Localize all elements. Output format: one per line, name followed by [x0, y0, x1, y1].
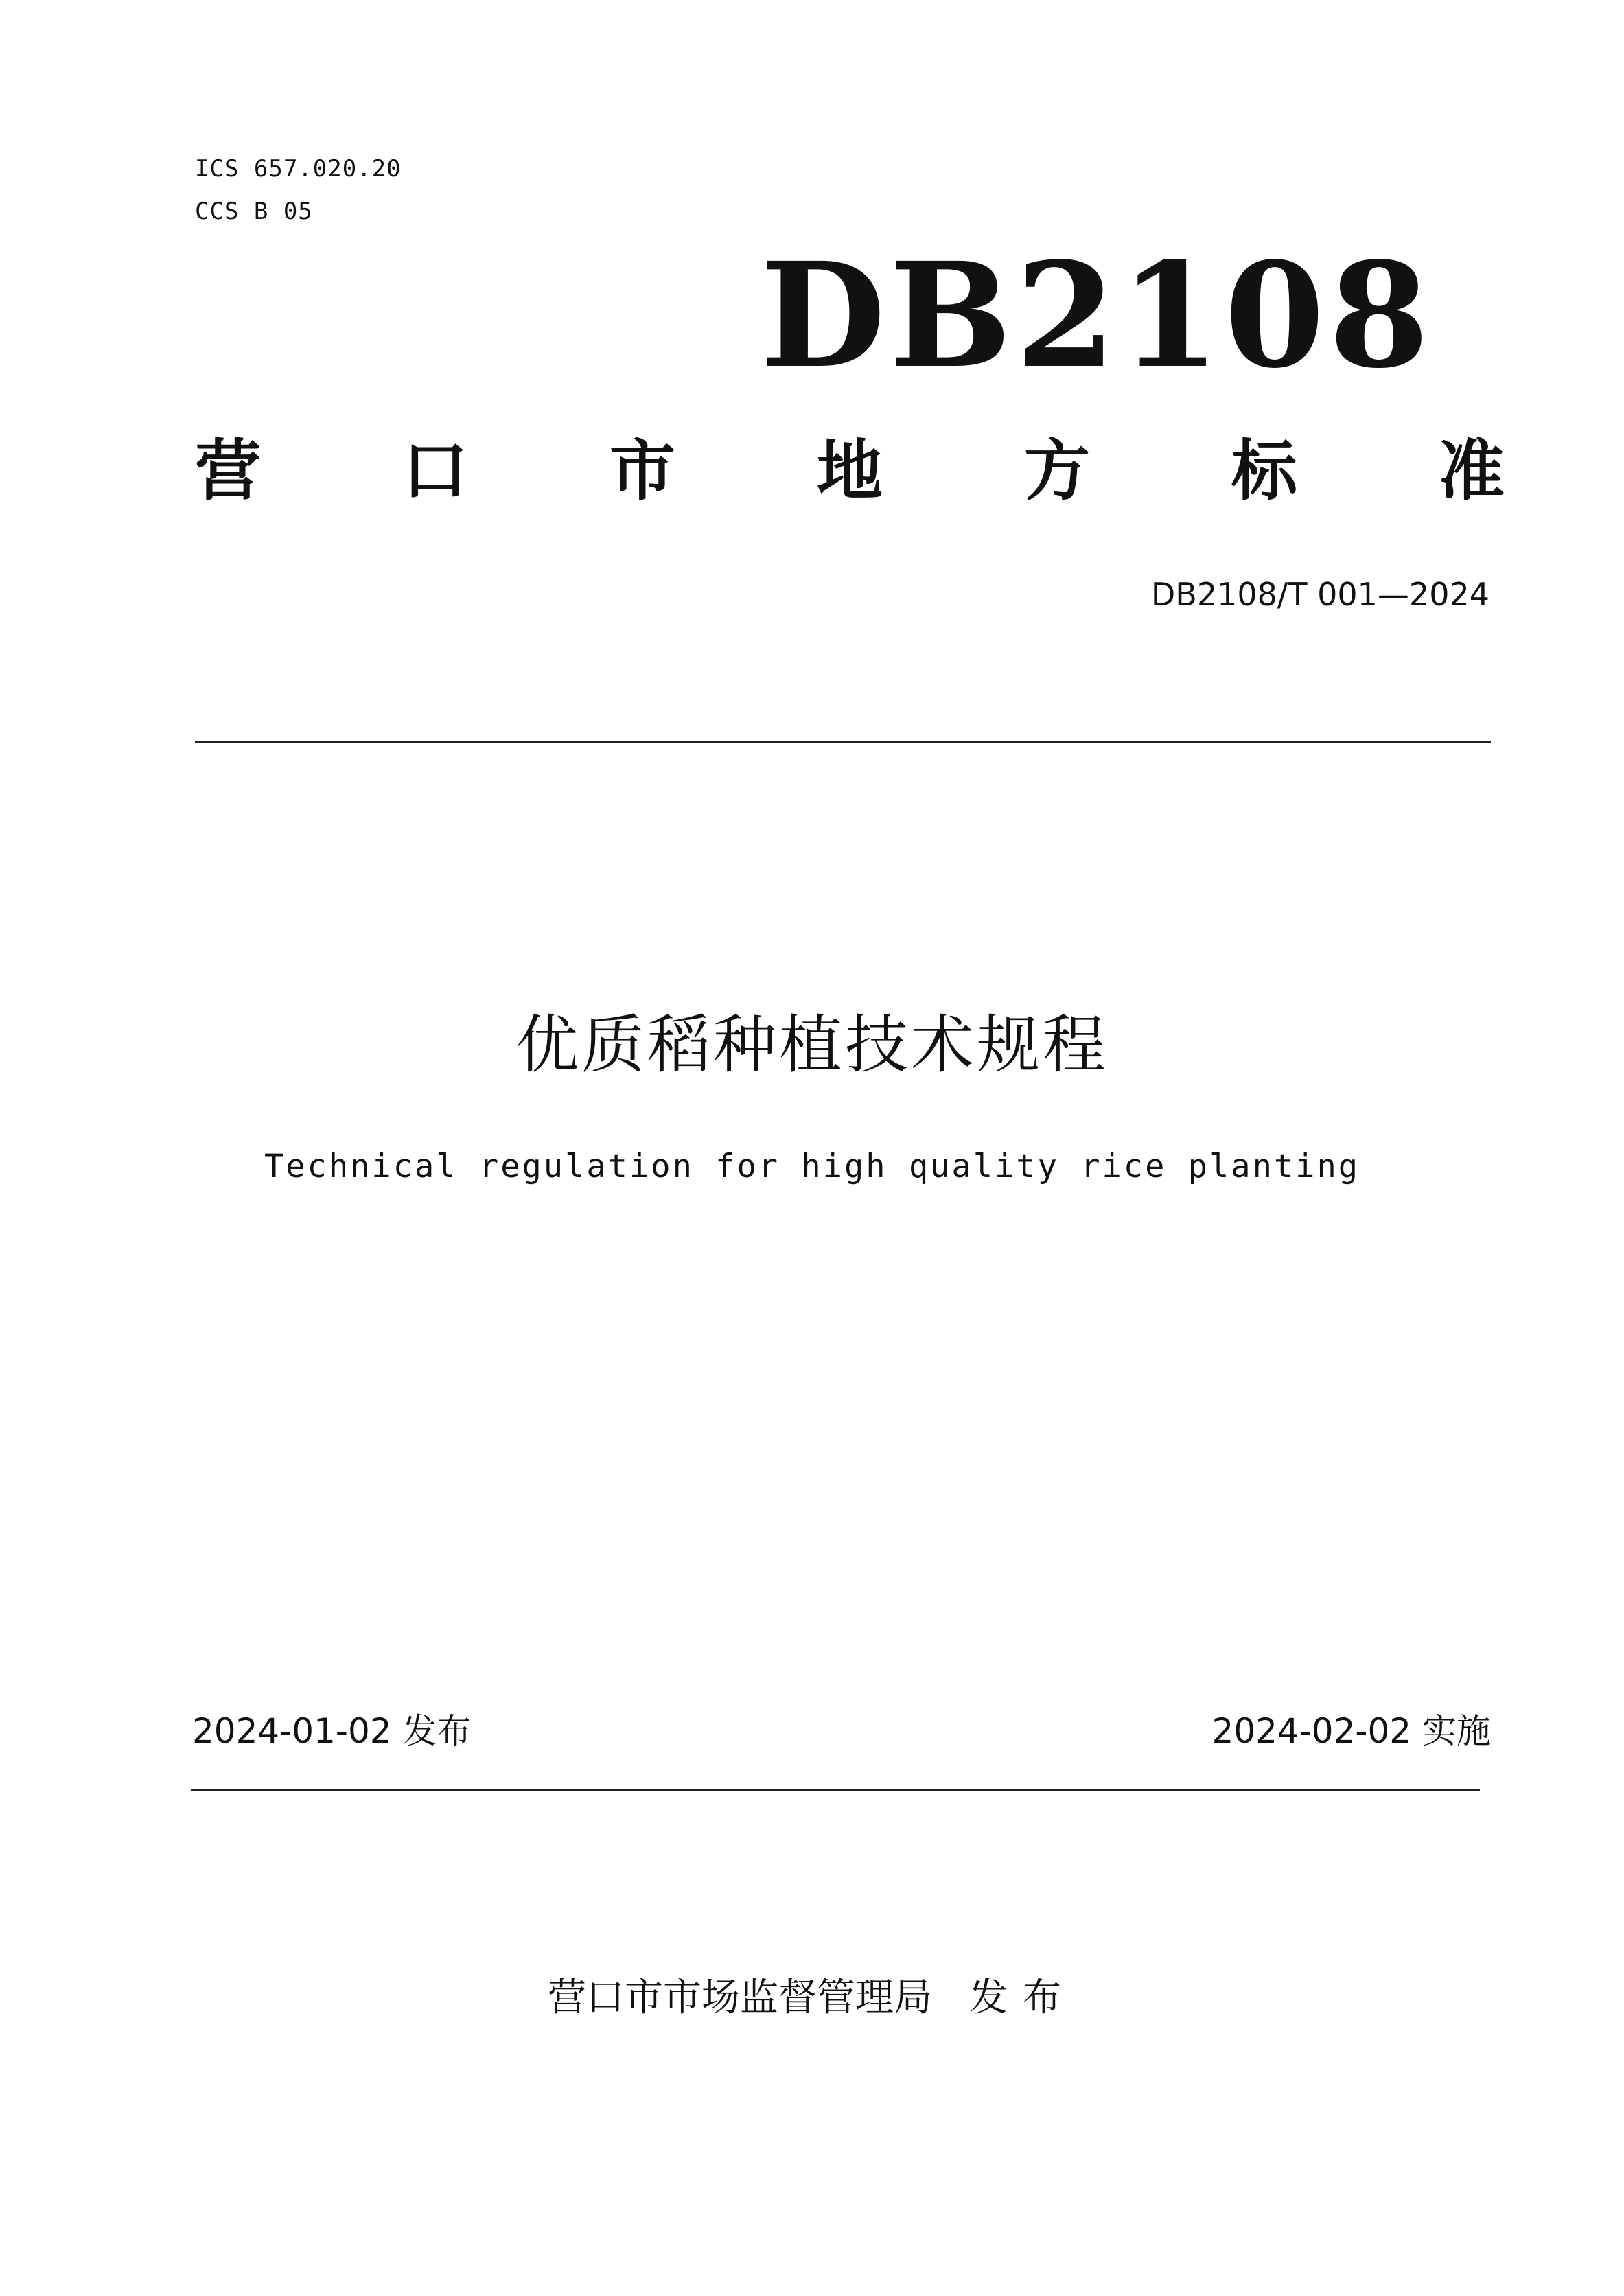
- standard-type-heading: [195, 431, 1505, 511]
- ccs-code: CCS B 05: [195, 198, 313, 225]
- standard-number: DB2108/T 001—2024: [1150, 576, 1489, 613]
- document-title-english: Technical regulation for high quality rice planting: [264, 1148, 1360, 1185]
- standard-type-char: 营: [195, 432, 261, 509]
- publisher-line: [0, 1974, 1624, 2022]
- standard-logo: DB2108: [761, 231, 1434, 400]
- standard-type-char: 市: [610, 432, 675, 509]
- implementation-date: 2024-02-02 实施: [1211, 1711, 1491, 1751]
- publisher-name: 营口市市场监督管理局: [548, 1975, 932, 2020]
- top-divider: [195, 741, 1491, 743]
- bottom-divider: [191, 1789, 1480, 1791]
- standard-type-char: 方: [1024, 432, 1090, 509]
- standard-type-char: 标: [1231, 432, 1297, 509]
- standard-type-char: 地: [817, 432, 883, 509]
- ics-code: ICS 657.020.20: [195, 155, 402, 183]
- standard-type-char: 准: [1439, 432, 1505, 509]
- issue-date: 2024-01-02 发布: [192, 1711, 472, 1751]
- publisher-suffix: 发布: [969, 1975, 1076, 2020]
- standard-type-char: 口: [402, 432, 468, 509]
- document-title-chinese: 优质稻种植技术规程: [515, 1008, 1109, 1082]
